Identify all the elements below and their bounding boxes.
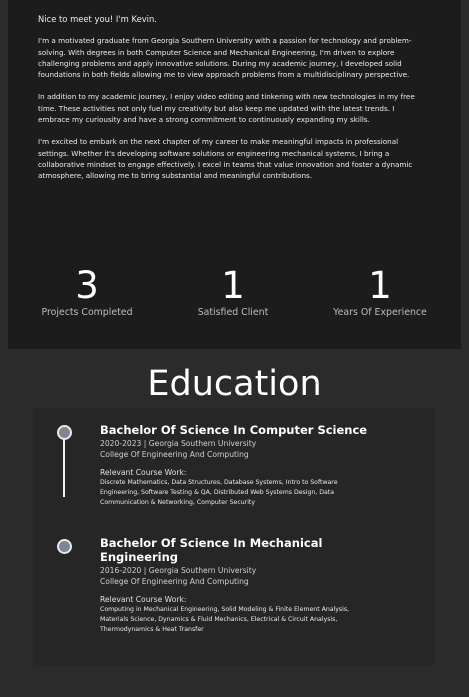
about-paragraph: I'm excited to embark on the next chapter of my career to make meaningful impacts in professional settings. Whether it's developing software solutions or engineering mechanical systems, I bring a collaborative mindset to engage effectively. I excel in teams that value innovation and foster a dynamic atmosphere, allowing me to bring substantial and meaningful contributions.	[38, 137, 413, 181]
stat-number: 1	[221, 264, 245, 307]
stat-number: 3	[75, 264, 99, 307]
about-text	[38, 14, 422, 193]
timeline-dot-icon	[57, 539, 72, 554]
stat-label: Years Of Experience	[333, 307, 427, 318]
stat-label: Satisfied Client	[197, 307, 269, 318]
degree-college: College Of Engineering And Computing	[100, 577, 249, 586]
degree-title: Bachelor Of Science In Mechanical Engineering	[100, 536, 323, 564]
stat-satisfied-client	[163, 266, 303, 318]
stat-projects-completed	[17, 266, 157, 318]
degree-years-school: 2016-2020 | Georgia Southern University	[100, 566, 257, 575]
education-heading: Education	[147, 364, 322, 404]
about-paragraph: I'm a motivated graduate from Georgia Southern University with a passion for technology and problem-solving. With degrees in both Computer Science and Mechanical Engineering, I'm driven to explore challenging problems and apply innovative solutions. During my academic journey, I developed solid foundations in both fields allowing me to view approach problems from a multidisciplinary perspective.	[38, 36, 412, 80]
timeline-dot-icon	[57, 425, 72, 440]
about-paragraph: In addition to my academic journey, I enjoy video editing and tinkering with new technologies in my free time. These activities not only fuel my creativity but also keep me updated with the latest trends. I embrace my curiousity and have a strong commitment to continuously expanding my skills.	[38, 92, 415, 125]
degree-college: College Of Engineering And Computing	[100, 450, 249, 459]
coursework-list: Computing in Mechanical Engineering, Solid Modeling & Finite Element Analysis, Materials Science, Dynamics & Fluid Mechanics, Electrical & Circuit Analysis, Thermodynamics & Heat Transfer	[100, 606, 350, 633]
about-greeting: Nice to meet you! I'm Kevin.	[38, 14, 157, 24]
stat-years-experience	[310, 266, 450, 318]
degree-years-school: 2020-2023 | Georgia Southern University	[100, 439, 257, 448]
coursework-list: Discrete Mathematics, Data Structures, Database Systems, Intro to Software Engineering, Software Testing & QA, Distributed Web Systems Design, Data Communication & Networking, Computer Security	[100, 479, 338, 506]
stat-number: 1	[368, 264, 392, 307]
timeline-line	[63, 437, 65, 497]
degree-title: Bachelor Of Science In Computer Science	[100, 423, 368, 437]
coursework-label: Relevant Course Work:	[100, 595, 187, 604]
education-entry-mechanical-engineering	[100, 536, 370, 635]
education-entry-computer-science	[100, 423, 370, 508]
coursework-label: Relevant Course Work:	[100, 468, 187, 477]
stat-label: Projects Completed	[41, 307, 133, 318]
